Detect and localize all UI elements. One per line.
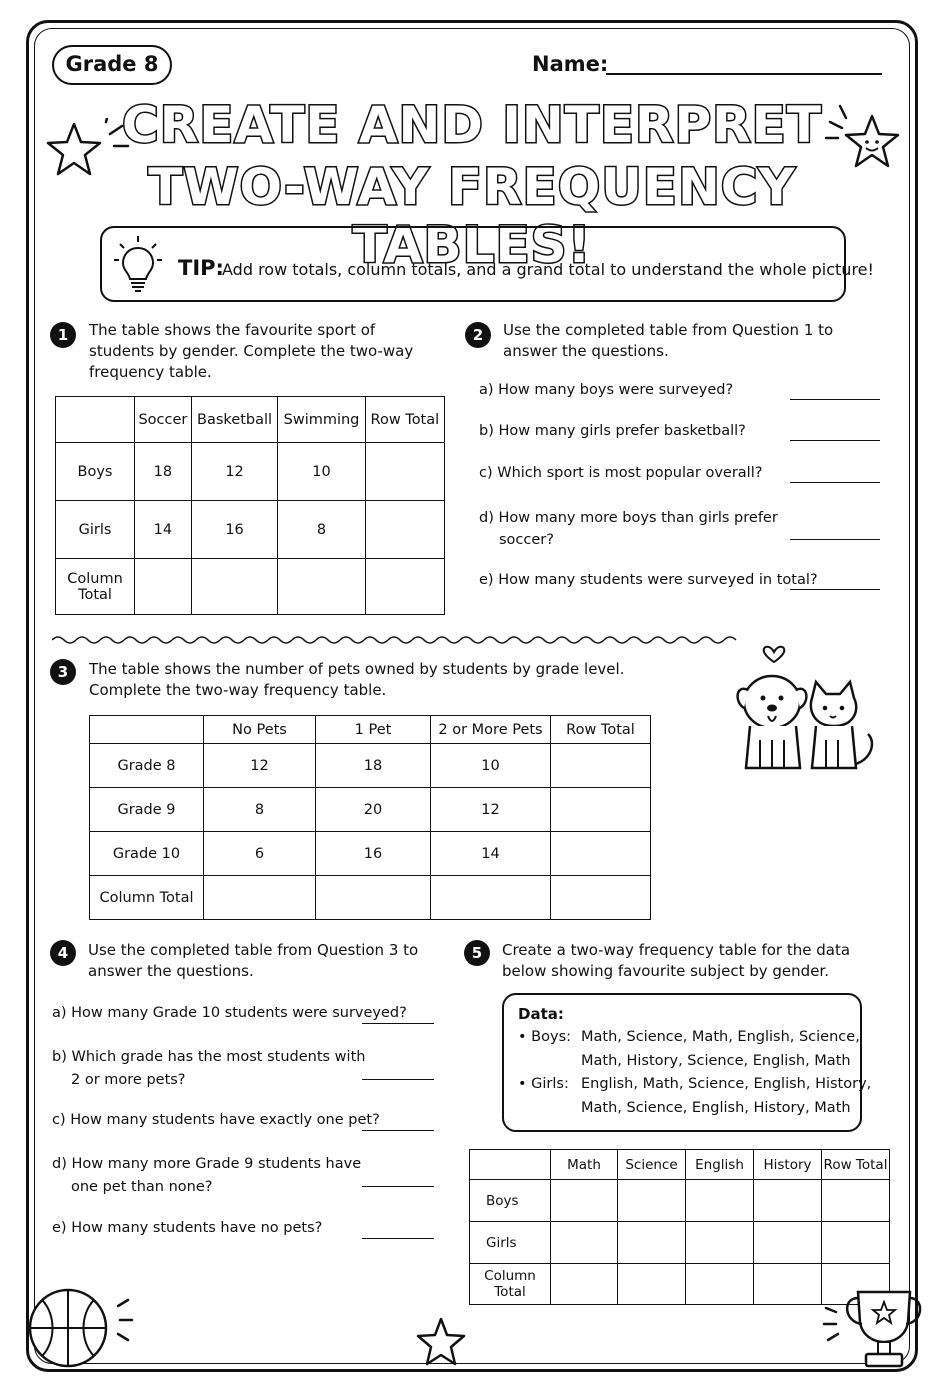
question-3-number: 3 bbox=[50, 659, 76, 685]
table-cell: 20 bbox=[316, 788, 431, 832]
pets-frequency-table bbox=[89, 715, 651, 920]
blank-cell[interactable] bbox=[754, 1222, 822, 1264]
data-title: Data: bbox=[518, 1005, 564, 1023]
q4-item-e: e) How many students have no pets? bbox=[52, 1220, 323, 1236]
question-5-number: 5 bbox=[464, 940, 490, 966]
blank-cell[interactable] bbox=[551, 1222, 618, 1264]
table-cell: 16 bbox=[191, 501, 278, 559]
answer-line[interactable] bbox=[790, 440, 880, 441]
table-cell: 10 bbox=[431, 744, 551, 788]
table-header: 2 or More Pets bbox=[431, 716, 551, 744]
table-cell: 12 bbox=[204, 744, 316, 788]
row-label: Column Total bbox=[56, 559, 135, 615]
row-label: Grade 9 bbox=[90, 788, 204, 832]
answer-line[interactable] bbox=[362, 1023, 434, 1024]
row-label: Boys bbox=[470, 1180, 551, 1222]
row-label: Grade 10 bbox=[90, 832, 204, 876]
row-label: Column Total bbox=[470, 1264, 551, 1305]
question-4-number: 4 bbox=[50, 940, 76, 966]
answer-line[interactable] bbox=[790, 399, 880, 400]
table-header: No Pets bbox=[204, 716, 316, 744]
question-4-text: Use the completed table from Question 3 to answer the questions. bbox=[88, 941, 419, 980]
blank-cell[interactable] bbox=[278, 559, 365, 615]
table-header: 1 Pet bbox=[316, 716, 431, 744]
table-cell: 14 bbox=[431, 832, 551, 876]
worksheet-title-line2: TWO-WAY FREQUENCY TABLES! bbox=[148, 158, 796, 274]
tip-text: Add row totals, column totals, and a grand total to understand the whole picture! bbox=[222, 260, 874, 279]
table-cell: 12 bbox=[191, 443, 278, 501]
blank-cell[interactable] bbox=[316, 876, 431, 920]
blank-cell[interactable] bbox=[551, 1180, 618, 1222]
basketball-icon bbox=[26, 1278, 138, 1370]
question-2-number: 2 bbox=[465, 322, 491, 348]
row-label: Girls bbox=[56, 501, 135, 559]
blank-cell[interactable] bbox=[754, 1264, 822, 1305]
table-cell: 10 bbox=[278, 443, 365, 501]
blank-cell[interactable] bbox=[551, 832, 651, 876]
blank-cell[interactable] bbox=[551, 1264, 618, 1305]
blank-cell[interactable] bbox=[686, 1222, 754, 1264]
boys-label: • Boys: bbox=[518, 1029, 572, 1045]
blank-cell[interactable] bbox=[365, 559, 444, 615]
row-label: Boys bbox=[56, 443, 135, 501]
blank-cell[interactable] bbox=[431, 876, 551, 920]
wavy-divider bbox=[52, 634, 742, 646]
table-header: Swimming bbox=[278, 397, 365, 443]
tip-label: TIP: bbox=[178, 256, 224, 280]
q2-item-b: b) How many girls prefer basketball? bbox=[479, 423, 746, 439]
table-cell: 8 bbox=[204, 788, 316, 832]
table-header bbox=[470, 1150, 551, 1180]
table-cell: 14 bbox=[135, 501, 192, 559]
row-label: Column Total bbox=[90, 876, 204, 920]
girls-label: • Girls: bbox=[518, 1076, 569, 1092]
table-header: Row Total bbox=[822, 1150, 890, 1180]
question-1-number: 1 bbox=[50, 322, 76, 348]
name-label: Name: bbox=[532, 52, 609, 76]
blank-cell[interactable] bbox=[618, 1222, 686, 1264]
question-3-text: The table shows the number of pets owned by students by grade level. Complete the two-way frequency table. bbox=[89, 660, 625, 699]
table-header: Science bbox=[618, 1150, 686, 1180]
q4-item-d: d) How many more Grade 9 students have one pet than none? bbox=[52, 1156, 362, 1195]
blank-cell[interactable] bbox=[551, 788, 651, 832]
blank-cell[interactable] bbox=[686, 1264, 754, 1305]
answer-line[interactable] bbox=[362, 1130, 434, 1131]
q2-item-e: e) How many students were surveyed in total? bbox=[479, 572, 818, 588]
answer-line[interactable] bbox=[790, 482, 880, 483]
blank-cell[interactable] bbox=[365, 501, 444, 559]
q4-item-c: c) How many students have exactly one pet? bbox=[52, 1112, 380, 1128]
question-2-text: Use the completed table from Question 1 to answer the questions. bbox=[503, 321, 834, 360]
answer-line[interactable] bbox=[362, 1186, 434, 1187]
blank-cell[interactable] bbox=[551, 876, 651, 920]
table-header: Row Total bbox=[551, 716, 651, 744]
blank-cell[interactable] bbox=[822, 1180, 890, 1222]
q2-item-d: d) How many more boys than girls prefer soccer? bbox=[479, 510, 778, 548]
blank-cell[interactable] bbox=[365, 443, 444, 501]
table-header: Math bbox=[551, 1150, 618, 1180]
answer-line[interactable] bbox=[362, 1079, 434, 1080]
answer-line[interactable] bbox=[790, 589, 880, 590]
blank-cell[interactable] bbox=[618, 1180, 686, 1222]
dog-and-cat-icon bbox=[730, 640, 880, 778]
question-5-text: Create a two-way frequency table for the data below showing favourite subject by gender. bbox=[502, 941, 851, 980]
name-field[interactable] bbox=[606, 73, 882, 75]
girls-data: English, Math, Science, English, History, Math, Science, English, History, Math bbox=[581, 1076, 872, 1116]
row-label: Girls bbox=[470, 1222, 551, 1264]
trophy-icon bbox=[820, 1282, 926, 1370]
star-bottom-icon bbox=[412, 1316, 470, 1370]
table-header: History bbox=[754, 1150, 822, 1180]
blank-cell[interactable] bbox=[135, 559, 192, 615]
table-cell: 6 bbox=[204, 832, 316, 876]
table-header: English bbox=[686, 1150, 754, 1180]
q2-item-c: c) Which sport is most popular overall? bbox=[479, 465, 763, 481]
table-cell: 12 bbox=[431, 788, 551, 832]
table-cell: 16 bbox=[316, 832, 431, 876]
blank-cell[interactable] bbox=[204, 876, 316, 920]
sport-frequency-table bbox=[55, 396, 445, 615]
table-header bbox=[56, 397, 135, 443]
blank-cell[interactable] bbox=[754, 1180, 822, 1222]
q2-item-a: a) How many boys were surveyed? bbox=[479, 382, 734, 398]
q4-item-b: b) Which grade has the most students with 2 or more pets? bbox=[52, 1049, 366, 1088]
question-1-text: The table shows the favourite sport of students by gender. Complete the two-way frequency table. bbox=[89, 321, 414, 381]
grade-pill: Grade 8 bbox=[52, 45, 172, 85]
q4-item-a: a) How many Grade 10 students were surveyed? bbox=[52, 1005, 407, 1021]
row-label: Grade 8 bbox=[90, 744, 204, 788]
blank-cell[interactable] bbox=[551, 744, 651, 788]
table-header: Soccer bbox=[135, 397, 192, 443]
blank-cell[interactable] bbox=[618, 1264, 686, 1305]
answer-line[interactable] bbox=[790, 539, 880, 540]
blank-cell[interactable] bbox=[686, 1180, 754, 1222]
lightbulb-icon bbox=[112, 234, 164, 296]
answer-line[interactable] bbox=[362, 1238, 434, 1239]
table-cell: 18 bbox=[135, 443, 192, 501]
blank-cell[interactable] bbox=[822, 1222, 890, 1264]
table-header: Row Total bbox=[365, 397, 444, 443]
table-header bbox=[90, 716, 204, 744]
blank-cell[interactable] bbox=[191, 559, 278, 615]
table-cell: 18 bbox=[316, 744, 431, 788]
boys-data: Math, Science, Math, English, Science, Math, History, Science, English, Math bbox=[581, 1029, 860, 1069]
table-header: Basketball bbox=[191, 397, 278, 443]
table-cell: 8 bbox=[278, 501, 365, 559]
worksheet-title-line1: CREATE AND INTERPRET bbox=[122, 96, 822, 154]
